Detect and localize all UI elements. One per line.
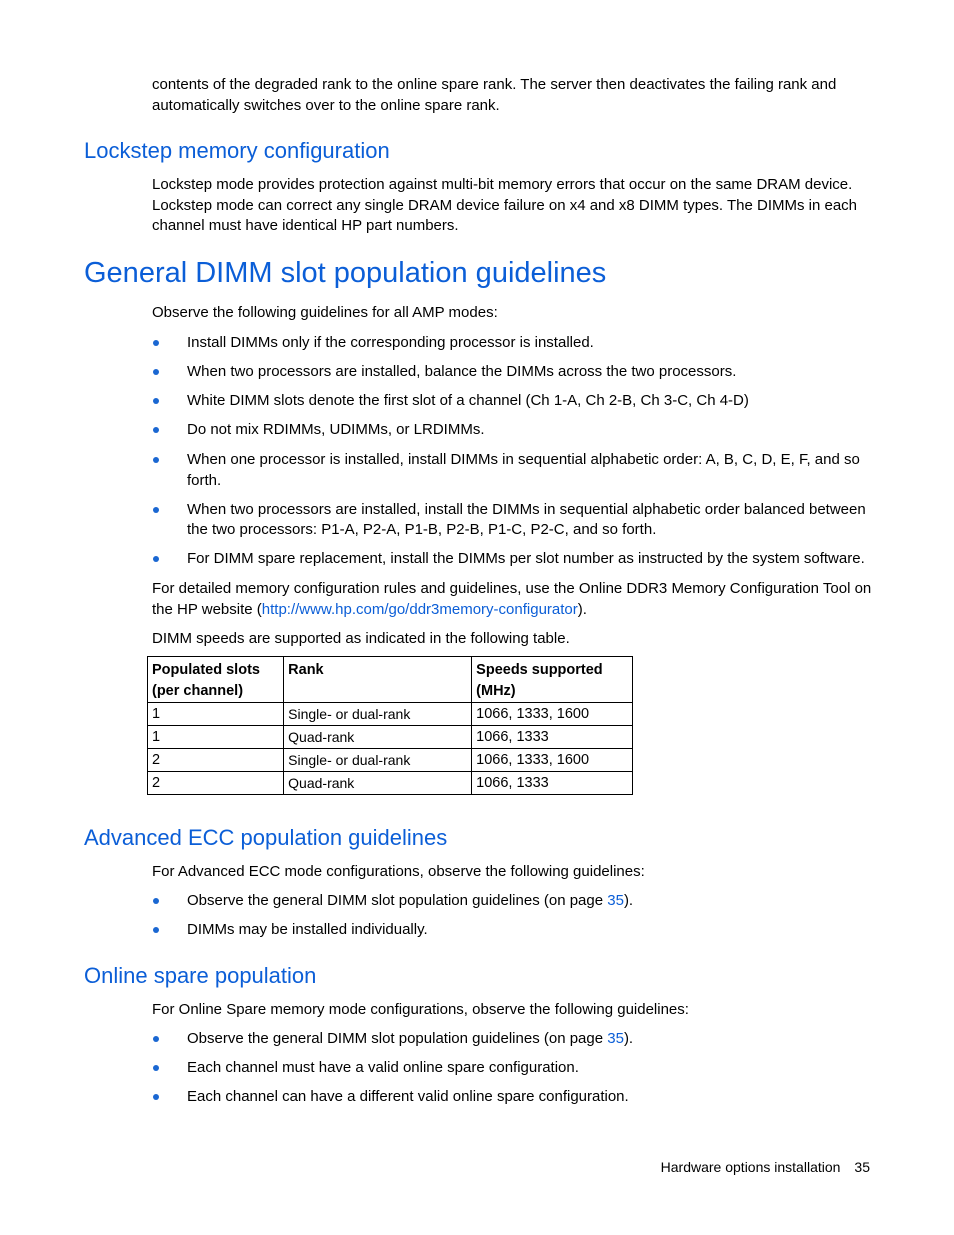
bullet-icon: [153, 457, 159, 463]
bullet-icon: [153, 340, 159, 346]
list-item: When two processors are installed, balance the DIMMs across the two processors.: [152, 362, 872, 383]
list-item: When two processors are installed, install the DIMMs in sequential alphabetic order balanced between the two processors: P1-A, P2-A, P1-B, P2-B, P1-C, P2-C, and so forth.: [152, 500, 872, 541]
dimm-speeds-table: [147, 656, 633, 795]
config-tool-paragraph: For detailed memory configuration rules and guidelines, use the Online DDR3 Memory Configuration Tool on the HP website (http://www.hp.com/go/ddr3memory-configurator).: [152, 580, 872, 618]
table-cell: 1: [148, 703, 284, 726]
bullet-icon: [153, 927, 159, 933]
online-spare-heading: Online spare population: [84, 963, 317, 988]
advanced-ecc-list: [152, 891, 872, 941]
advanced-ecc-intro: For Advanced ECC mode configurations, observe the following guidelines:: [152, 863, 645, 880]
table-cell: 1066, 1333: [472, 726, 633, 749]
advanced-ecc-heading: Advanced ECC population guidelines: [84, 825, 448, 850]
list-item: Observe the general DIMM slot population guidelines (on page 35).: [152, 891, 872, 912]
list-item: Do not mix RDIMMs, UDIMMs, or LRDIMMs.: [152, 420, 872, 441]
list-item: Install DIMMs only if the corresponding processor is installed.: [152, 333, 872, 354]
table-cell: 2: [148, 749, 284, 772]
bullet-icon: [153, 427, 159, 433]
page-number: 35: [854, 1159, 870, 1175]
bullet-icon: [153, 1036, 159, 1042]
bullet-icon: [153, 1065, 159, 1071]
list-item: Each channel must have a valid online spare configuration.: [152, 1058, 872, 1079]
footer-section-title: Hardware options installation: [660, 1159, 841, 1175]
table-cell: 2: [148, 772, 284, 795]
table-cell: 1066, 1333, 1600: [472, 703, 633, 726]
page-35-link[interactable]: 35: [607, 892, 624, 909]
table-row: [148, 749, 633, 772]
general-intro: Observe the following guidelines for all AMP modes:: [152, 304, 498, 321]
ddr3-configurator-link[interactable]: http://www.hp.com/go/ddr3memory-configurator: [261, 600, 578, 618]
table-cell: Single- or dual-rank: [284, 749, 472, 772]
bullet-icon: [153, 898, 159, 904]
table-row: [148, 726, 633, 749]
table-cell: 1066, 1333: [472, 772, 633, 795]
column-header-populated-slots: Populated slots (per channel): [148, 657, 284, 703]
list-item: DIMMs may be installed individually.: [152, 920, 872, 941]
lockstep-heading: Lockstep memory configuration: [84, 138, 390, 163]
bullet-icon: [153, 1094, 159, 1100]
page-35-link[interactable]: 35: [607, 1030, 624, 1047]
list-item: White DIMM slots denote the first slot of a channel (Ch 1-A, Ch 2-B, Ch 3-C, Ch 4-D): [152, 391, 872, 412]
table-cell: Single- or dual-rank: [284, 703, 472, 726]
online-spare-intro: For Online Spare memory mode configurations, observe the following guidelines:: [152, 1001, 689, 1018]
column-header-speeds: Speeds supported (MHz): [472, 657, 633, 703]
table-cell: Quad-rank: [284, 726, 472, 749]
table-row: [148, 703, 633, 726]
table-cell: Quad-rank: [284, 772, 472, 795]
intro-continuation: contents of the degraded rank to the online spare rank. The server then deactivates the failing rank and automatically switches over to the online spare rank.: [152, 76, 837, 114]
bullet-icon: [153, 507, 159, 513]
general-heading: General DIMM slot population guidelines: [84, 257, 607, 289]
lockstep-paragraph: Lockstep mode provides protection against multi-bit memory errors that occur on the same DRAM device. Lockstep mode can correct any single DRAM device failure on x4 and x8 DIMM types. The DIMMs in each channel must have identical HP part numbers.: [152, 176, 858, 234]
table-header-row: [148, 657, 633, 703]
list-item: Each channel can have a different valid online spare configuration.: [152, 1087, 872, 1108]
column-header-rank: Rank: [284, 657, 472, 703]
list-item: When one processor is installed, install DIMMs in sequential alphabetic order: A, B, C, D, E, F, and so forth.: [152, 450, 872, 491]
page-footer: [661, 1159, 870, 1175]
table-intro: DIMM speeds are supported as indicated in the following table.: [152, 630, 570, 647]
table-row: [148, 772, 633, 795]
table-cell: 1066, 1333, 1600: [472, 749, 633, 772]
online-spare-list: [152, 1029, 872, 1108]
list-item: For DIMM spare replacement, install the DIMMs per slot number as instructed by the system software.: [152, 549, 872, 570]
list-item: Observe the general DIMM slot population guidelines (on page 35).: [152, 1029, 872, 1050]
bullet-icon: [153, 556, 159, 562]
table-cell: 1: [148, 726, 284, 749]
bullet-icon: [153, 369, 159, 375]
general-guidelines-list: [152, 333, 872, 570]
bullet-icon: [153, 398, 159, 404]
